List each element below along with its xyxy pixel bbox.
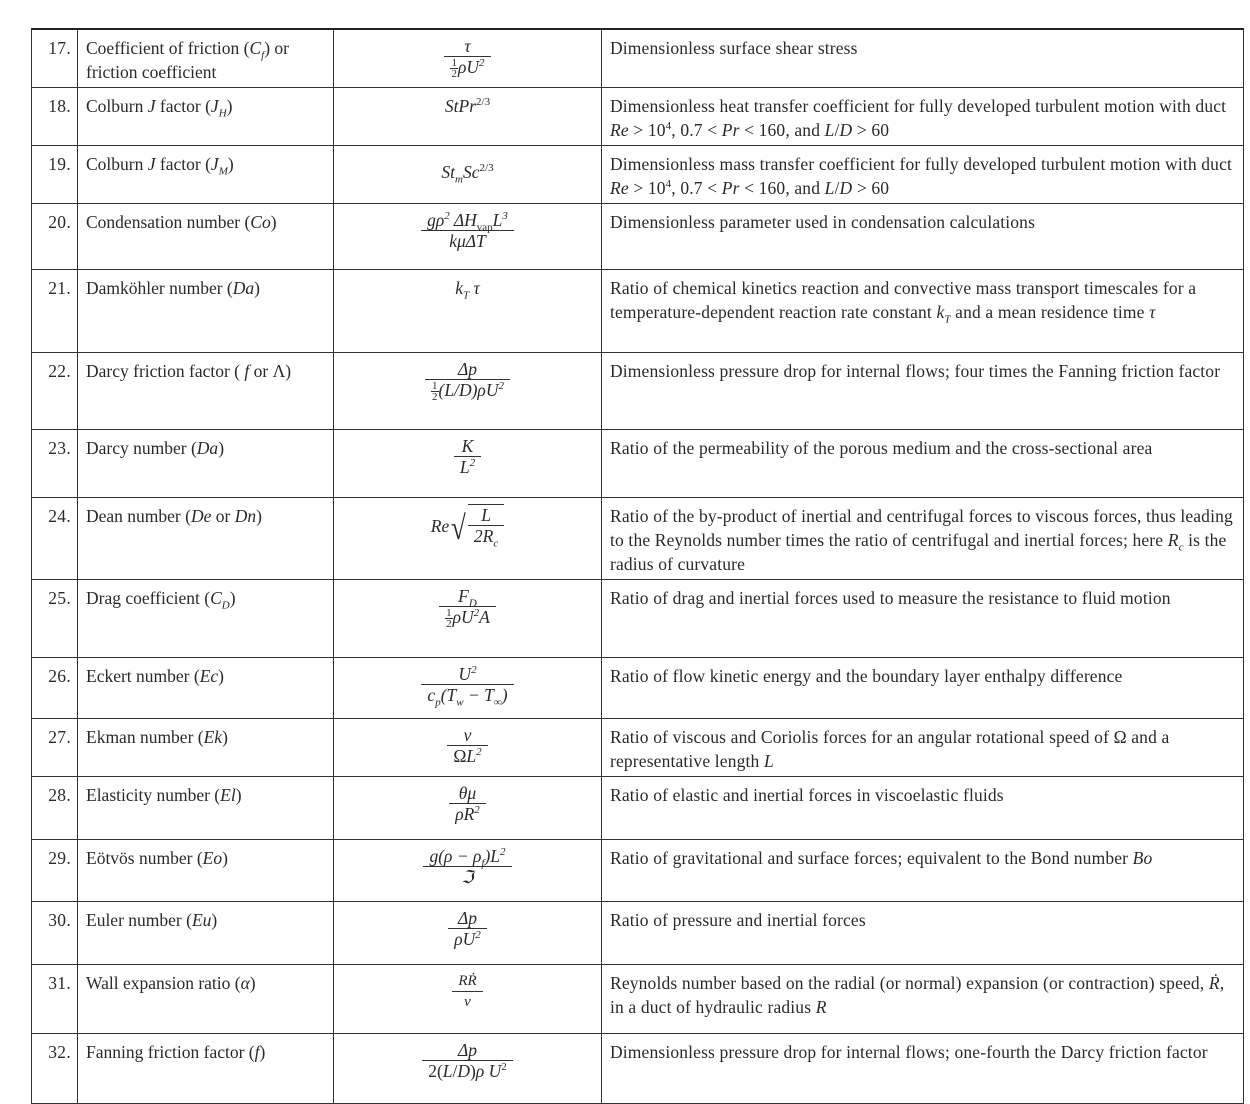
row-number: 29. (32, 839, 78, 901)
formula: $St_mSc^{2/3}$ (334, 145, 602, 203)
table-row (32, 901, 1244, 964)
formula: $\frac{K}{L^2}$ (334, 429, 602, 497)
row-number: 21. (32, 269, 78, 352)
table-row (32, 352, 1244, 429)
row-number: 25. (32, 579, 78, 657)
quantity-name: Fanning friction factor (f) (78, 1033, 334, 1103)
row-number: 19. (32, 145, 78, 203)
row-number: 30. (32, 901, 78, 964)
table-row (32, 87, 1244, 145)
description: Dimensionless pressure drop for internal flows; one-fourth the Darcy friction factor (602, 1033, 1244, 1103)
table-row (32, 29, 1244, 87)
quantity-name: Damköhler number (Da) (78, 269, 334, 352)
quantity-name: Eötvös number (Eo) (78, 839, 334, 901)
row-number: 18. (32, 87, 78, 145)
table-row (32, 429, 1244, 497)
row-number: 27. (32, 718, 78, 776)
row-number: 20. (32, 203, 78, 269)
quantity-name: Coefficient of friction $(C_f)$ or friction coefficient (78, 29, 334, 87)
description: Ratio of pressure and inertial forces (602, 901, 1244, 964)
table-row (32, 579, 1244, 657)
formula: $\frac{\theta\mu}{\rho R^2}$ (334, 776, 602, 839)
formula: $F_D$ $\frac{1}{2}$ $\rho U^2A$ (334, 579, 602, 657)
description: Dimensionless surface shear stress (602, 29, 1244, 87)
formula: Δp $\frac{1}{2}$ $(L/D)\rho U^2$ (334, 352, 602, 429)
table-row (32, 964, 1244, 1033)
quantity-name: Dean number (De or Dn) (78, 497, 334, 579)
row-number: 26. (32, 657, 78, 718)
formula: $\frac{g(\rho - \rho_f)L^2}{\text{ℑ}}$ (334, 839, 602, 901)
table-row (32, 145, 1244, 203)
formula: $k_T$ τ (334, 269, 602, 352)
quantity-name: Darcy friction factor ( f or Λ) (78, 352, 334, 429)
quantity-name: Condensation number (Co) (78, 203, 334, 269)
description: Ratio of the by-product of inertial and centrifugal forces to viscous forces, thus leading to the Reynolds number times the ratio of centrifugal and inertial forces; here $R_c$ is the radius of curvature (602, 497, 1244, 579)
description: Ratio of gravitational and surface forces; equivalent to the Bond number Bo (602, 839, 1244, 901)
description: Dimensionless mass transfer coefficient for fully developed turbulent motion with duct $Re > 10^4$, 0.7 < Pr < 160, and L/D > 60 (602, 145, 1244, 203)
quantity-name: Wall expansion ratio (α) (78, 964, 334, 1033)
description: Ratio of chemical kinetics reaction and convective mass transport timescales for a temperature-dependent reaction rate constant $k_T$ and a mean residence time τ (602, 269, 1244, 352)
description: Dimensionless heat transfer coefficient for fully developed turbulent motion with duct $Re > 10^4$, 0.7 < Pr < 160, and L/D > 60 (602, 87, 1244, 145)
formula: $\frac{\nu}{\Omega L^2}$ (334, 718, 602, 776)
quantity-name: Eckert number (Ec) (78, 657, 334, 718)
row-number: 31. (32, 964, 78, 1033)
description: Ratio of viscous and Coriolis forces for an angular rotational speed of Ω and a representative length L (602, 718, 1244, 776)
table-row (32, 203, 1244, 269)
row-number: 17. (32, 29, 78, 87)
table-row (32, 839, 1244, 901)
formula: $\frac{\Delta p}{\rho U^2}$ (334, 901, 602, 964)
table-row (32, 718, 1244, 776)
formula: $\frac{\text{RṘ}}{\nu}$ (334, 964, 602, 1033)
formula: Re √ $\frac{L}{2R_c}$ (334, 497, 602, 579)
formula: $\frac{\Delta p}{2(L/D)\rho U^2}$ (334, 1033, 602, 1103)
quantity-name: Elasticity number (El) (78, 776, 334, 839)
description: Ratio of flow kinetic energy and the boundary layer enthalpy difference (602, 657, 1244, 718)
formula: $\frac{g\rho^2 \Delta H_{vap}L^3}{\text{kμΔT}}$ (334, 203, 602, 269)
description: Dimensionless parameter used in condensation calculations (602, 203, 1244, 269)
description: Ratio of the permeability of the porous medium and the cross-sectional area (602, 429, 1244, 497)
formula: $\frac{U^2}{c_p(T_w - T_\infty)}$ (334, 657, 602, 718)
description: Dimensionless pressure drop for internal flows; four times the Fanning friction factor (602, 352, 1244, 429)
dimensionless-numbers-table (31, 28, 1244, 1104)
row-number: 32. (32, 1033, 78, 1103)
table-row (32, 269, 1244, 352)
table-row (32, 497, 1244, 579)
row-number: 24. (32, 497, 78, 579)
description: Ratio of elastic and inertial forces in viscoelastic fluids (602, 776, 1244, 839)
description: Reynolds number based on the radial (or normal) expansion (or contraction) speed, Ṙ, in a duct of hydraulic radius R (602, 964, 1244, 1033)
quantity-name: Ekman number (Ek) (78, 718, 334, 776)
description: Ratio of drag and inertial forces used to measure the resistance to fluid motion (602, 579, 1244, 657)
quantity-name: Darcy number (Da) (78, 429, 334, 497)
table-row (32, 776, 1244, 839)
quantity-name: Colburn J factor $(J_M)$ (78, 145, 334, 203)
row-number: 23. (32, 429, 78, 497)
quantity-name: Drag coefficient $(C_D)$ (78, 579, 334, 657)
formula: τ $\frac{1}{2}$ $\rho U^2$ (334, 29, 602, 87)
quantity-name: Colburn J factor $(J_H)$ (78, 87, 334, 145)
quantity-name: Euler number (Eu) (78, 901, 334, 964)
table-row (32, 657, 1244, 718)
formula: StPr$^{2/3}$ (334, 87, 602, 145)
row-number: 28. (32, 776, 78, 839)
table-row (32, 1033, 1244, 1103)
row-number: 22. (32, 352, 78, 429)
